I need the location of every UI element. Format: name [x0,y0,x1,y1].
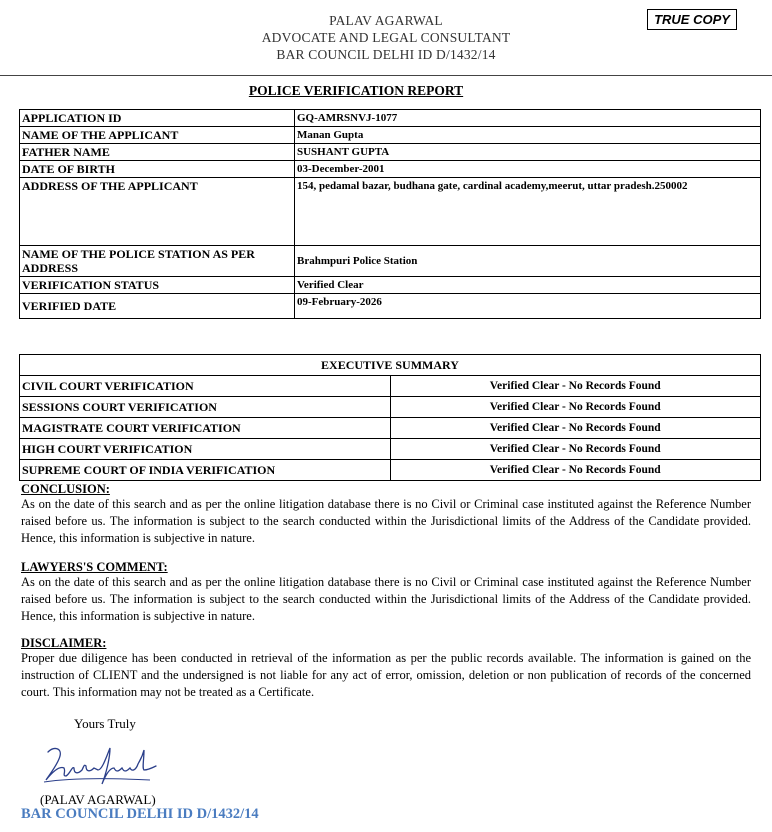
summary-result: Verified Clear - No Records Found [390,376,761,397]
disclaimer-heading: DISCLAIMER: [21,636,107,650]
detail-value: 154, pedamal bazar, budhana gate, cardinal academy,meerut, uttar pradesh.250002 [295,178,761,246]
signature-image [40,740,160,790]
detail-label: NAME OF THE POLICE STATION AS PER ADDRESS [20,246,295,277]
lawyers-comment-heading: LAWYERS'S COMMENT: [21,560,168,574]
summary-result: Verified Clear - No Records Found [390,418,761,439]
summary-label: MAGISTRATE COURT VERIFICATION [20,418,391,439]
summary-result: Verified Clear - No Records Found [390,460,761,481]
table-row [20,355,761,376]
table-row [20,110,761,127]
table-row [20,127,761,144]
detail-value: Brahmpuri Police Station [295,246,761,277]
table-row [20,439,761,460]
conclusion-text: As on the date of this search and as per the online litigation database there is no Civil or Criminal case instituted against the Reference Number raised before us. The information is subject to the search conducted within the Jurisdictional limits of the Address of the Candidate provided. Hence, this information is subjective in nature. [21,497,751,545]
table-row [20,178,761,246]
summary-result: Verified Clear - No Records Found [390,397,761,418]
summary-label: CIVIL COURT VERIFICATION [20,376,391,397]
detail-value: SUSHANT GUPTA [295,144,761,161]
detail-label: DATE OF BIRTH [20,161,295,178]
summary-label: HIGH COURT VERIFICATION [20,439,391,460]
table-row [20,161,761,178]
table-row [20,397,761,418]
detail-value: 09-February-2026 [295,294,761,319]
detail-label: VERIFIED DATE [20,294,295,319]
advocate-bar-id: BAR COUNCIL DELHI ID D/1432/14 [276,47,496,62]
table-row [20,144,761,161]
conclusion-section [21,482,751,547]
detail-value: Verified Clear [295,277,761,294]
detail-label: FATHER NAME [20,144,295,161]
closing-salutation: Yours Truly [74,716,136,731]
advocate-designation: ADVOCATE AND LEGAL CONSULTANT [261,30,511,45]
advocate-name: PALAV AGARWAL [329,13,443,28]
conclusion-heading: CONCLUSION: [21,482,110,496]
table-row [20,294,761,319]
detail-label: APPLICATION ID [20,110,295,127]
table-row [20,460,761,481]
summary-result: Verified Clear - No Records Found [390,439,761,460]
detail-label: ADDRESS OF THE APPLICANT [20,178,295,246]
applicant-details-table [19,109,761,319]
table-row [20,277,761,294]
table-row [20,246,761,277]
detail-value: GQ-AMRSNVJ-1077 [295,110,761,127]
lawyers-comment-section [21,560,751,625]
table-row [20,376,761,397]
table-row [20,418,761,439]
summary-heading: EXECUTIVE SUMMARY [20,355,761,376]
detail-label: VERIFICATION STATUS [20,277,295,294]
true-copy-stamp: TRUE COPY [647,9,737,30]
detail-label: NAME OF THE APPLICANT [20,127,295,144]
header-divider [0,75,772,76]
detail-value: 03-December-2001 [295,161,761,178]
signatory-bar-id: BAR COUNCIL DELHI ID D/1432/14 [21,806,259,822]
signatory-name: (PALAV AGARWAL) [40,792,156,807]
summary-label: SUPREME COURT OF INDIA VERIFICATION [20,460,391,481]
disclaimer-text: Proper due diligence has been conducted in retrieval of the information as per the public records available. The information is gained on the instruction of CLIENT and the undersigned is not liable for any act of error, omission, deletion or non publication of records of the concerned court. This information may not be treated as a Certificate. [21,651,751,699]
detail-value: Manan Gupta [295,127,761,144]
lawyers-comment-text: As on the date of this search and as per the online litigation database there is no Civil or Criminal case instituted against the Reference Number raised before us. The information is subject to the search conducted within the Jurisdictional limits of the Address of the Candidate provided. Hence, this information is subjective in nature. [21,575,751,623]
report-title: POLICE VERIFICATION REPORT [248,83,464,98]
disclaimer-section [21,636,751,701]
summary-label: SESSIONS COURT VERIFICATION [20,397,391,418]
executive-summary-table [19,354,761,481]
